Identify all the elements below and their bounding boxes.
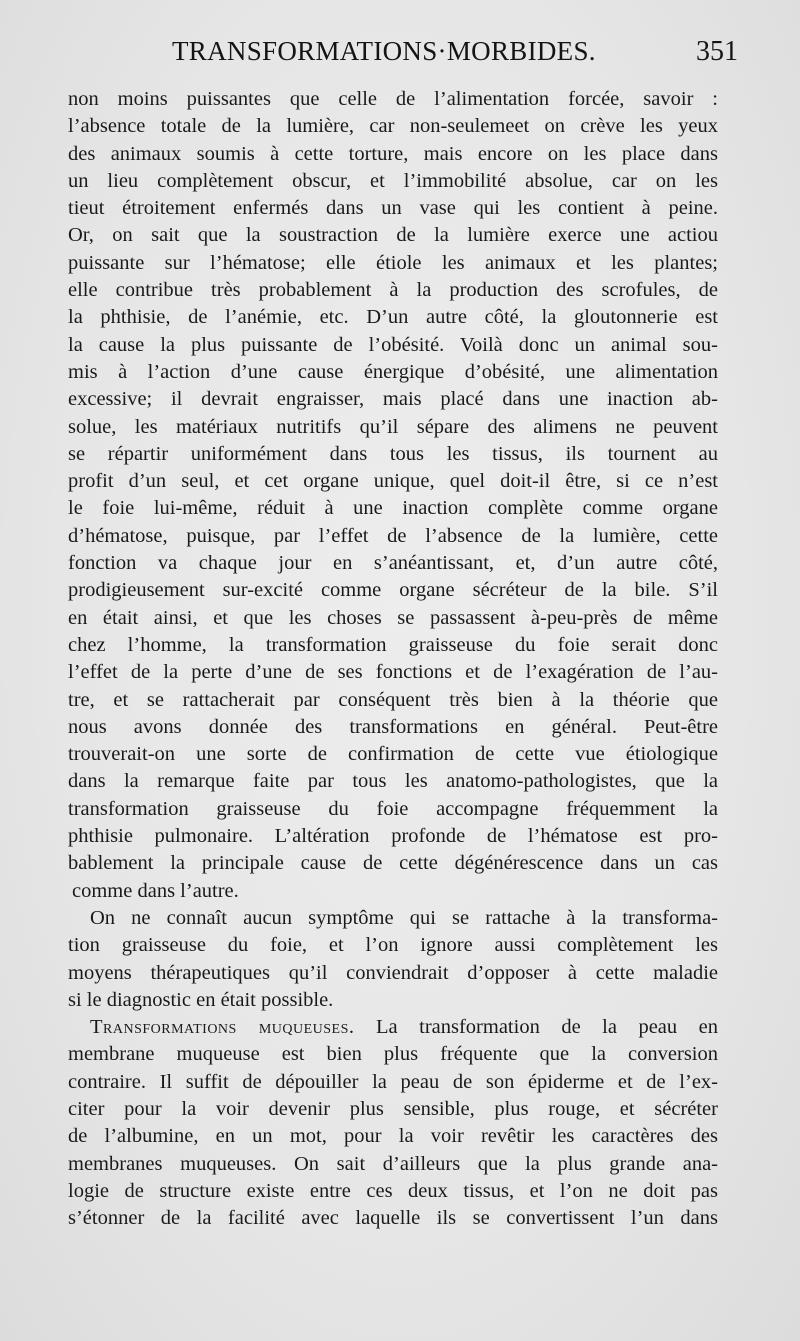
text-line: tre, et se rattacherait par conséquent très bien à la théorie que [68, 688, 718, 711]
running-head [60, 36, 738, 74]
text-line: mis à l’action d’une cause énergique d’obésité, une alimentation [68, 360, 718, 383]
text-line: elle contribue très probablement à la production des scrofules, de [68, 279, 718, 302]
section-heading: Transformations muqueuses. [90, 1016, 355, 1039]
text-line: membrane muqueuse est bien plus fréquente que la conversion [68, 1043, 718, 1066]
body-text [68, 86, 718, 1232]
text-line: prodigieusement sur-excité comme organe sécréteur de la bile. S’il [68, 579, 718, 602]
text-line: bablement la principale cause de cette dégénérescence dans un cas [68, 852, 718, 875]
text-line: le foie lui-même, réduit à une inaction complète comme organe [68, 497, 718, 520]
text-line: d’hématose, puisque, par l’effet de l’absence de la lumière, cette [68, 524, 718, 547]
text-line-rest: La transformation de la peau en [376, 1016, 718, 1039]
text-line: moyens thérapeutiques qu’il conviendrait d’opposer à cette maladie [68, 961, 718, 984]
text-line: un lieu complètement obscur, et l’immobilité absolue, car on les [68, 169, 718, 192]
paragraph-obesity-hypothesis [68, 86, 718, 905]
text-line: citer pour la voir devenir plus sensible, plus rouge, et sécréter [68, 1097, 718, 1120]
text-line: solue, les matériaux nutritifs qu’il sépare des alimens ne peuvent [68, 415, 718, 438]
text-line: phthisie pulmonaire. L’altération profonde de l’hématose est pro- [68, 825, 718, 848]
running-title: TRANSFORMATIONS·MORBIDES. [172, 36, 596, 66]
text-line: membranes muqueuses. On sait d’ailleurs que la plus grande ana- [68, 1152, 718, 1175]
text-line: Or, on sait que la soustraction de la lumière exerce une actiou [68, 224, 718, 247]
page-number: 351 [696, 36, 738, 67]
text-line: excessive; il devrait engraisser, mais placé dans une inaction ab- [68, 388, 718, 411]
text-line: non moins puissantes que celle de l’alimentation forcée, savoir : [68, 88, 718, 110]
text-line: la phthisie, de l’anémie, etc. D’un autre côté, la gloutonnerie est [68, 306, 718, 329]
text-line: tieut étroitement enfermés dans un vase qui les contient à peine. [68, 197, 718, 220]
text-line: nous avons donnée des transformations en général. Peut-être [68, 715, 718, 738]
text-line: s’étonner de la facilité avec laquelle ils se convertissent l’un dans [68, 1207, 718, 1230]
text-line: comme dans l’autre. [72, 879, 239, 902]
text-line: l’effet de la perte d’une de ses fonctions et de l’exagération de l’au- [68, 661, 718, 684]
text-line: chez l’homme, la transformation graisseuse du foie serait donc [68, 633, 718, 656]
text-line: si le diagnostic en était possible. [68, 988, 334, 1011]
text-line: en était ainsi, et que les choses se passassent à-peu-près de même [68, 606, 718, 629]
text-line: profit d’un seul, et cet organe unique, quel doit-il être, si ce n’est [68, 470, 718, 493]
text-line: transformation graisseuse du foie accompagne fréquemment la [68, 797, 718, 820]
text-line: la cause la plus puissante de l’obésité. Voilà donc un animal sou- [68, 333, 718, 356]
text-line: logie de structure existe entre ces deux tissus, et l’on ne doit pas [68, 1179, 718, 1202]
text-line: se répartir uniformément dans tous les tissus, ils tournent au [68, 442, 718, 465]
paragraph-symptoms [68, 905, 718, 1014]
text-line: fonction va chaque jour en s’anéantissant, et, d’un autre côté, [68, 552, 718, 575]
text-line: dans la remarque faite par tous les anatomo-pathologistes, que la [68, 770, 718, 793]
text-line: On ne connaît aucun symptôme qui se rattache à la transforma- [90, 906, 718, 929]
text-line: de l’albumine, en un mot, pour la voir revêtir les caractères des [68, 1125, 718, 1148]
text-line: tion graisseuse du foie, et l’on ignore aussi complètement les [68, 934, 718, 957]
text-line: contraire. Il suffit de dépouiller la peau de son épiderme et de l’ex- [68, 1070, 718, 1093]
text-line: trouverait-on une sorte de confirmation de cette vue étiologique [68, 743, 718, 766]
text-line [68, 1014, 718, 1041]
text-line: des animaux soumis à cette torture, mais encore on les place dans [68, 142, 718, 165]
text-line: puissante sur l’hématose; elle étiole les animaux et les plantes; [68, 251, 718, 274]
paragraph-mucous-transformations [68, 1014, 718, 1232]
text-line: l’absence totale de la lumière, car non-seulemeet on crève les yeux [68, 115, 718, 138]
